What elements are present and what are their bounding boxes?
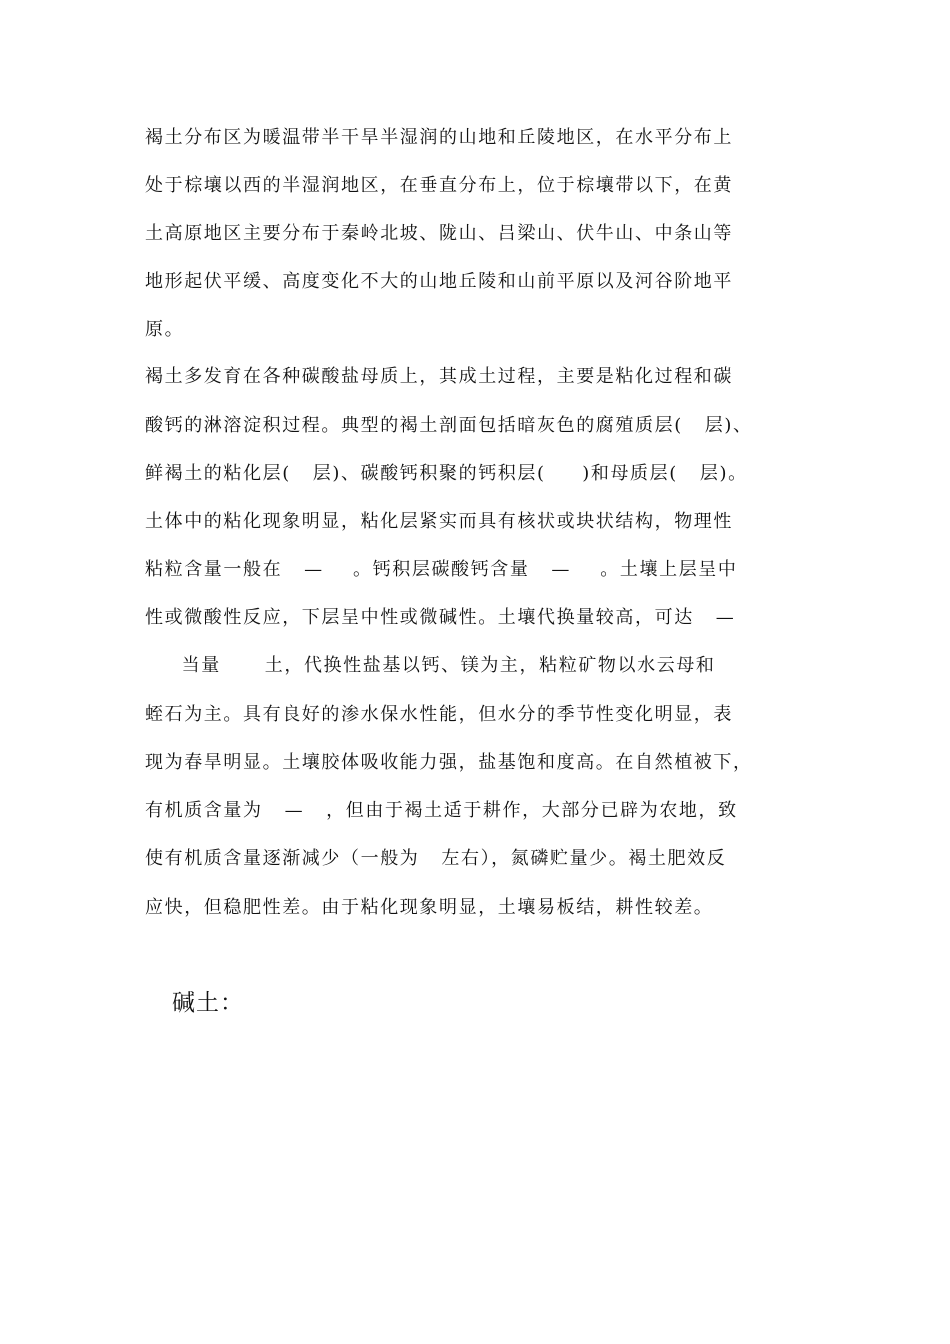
paragraph-2-line-9: 现为春旱明显。土壤胶体吸收能力强，盐基饱和度高。在自然植被下，	[145, 752, 753, 773]
paragraph-1-line-2: 处于棕壤以西的半湿润地区，在垂直分布上，位于棕壤带以下，在黄	[145, 175, 733, 196]
paragraph-2-line-11: 使有机质含量逐渐减少（一般为 左右），氮磷贮量少。褐土肥效反	[145, 848, 727, 869]
paragraph-1-line-5: 原。	[145, 319, 185, 340]
paragraph-2-line-6: 性或微酸性反应，下层呈中性或微碱性。土壤代换量较高，可达 —	[145, 607, 736, 628]
paragraph-1-line-4: 地形起伏平缓、高度变化不大的山地丘陵和山前平原以及河谷阶地平	[145, 271, 733, 292]
section-heading: 碱土：	[172, 990, 244, 1016]
paragraph-2-line-5: 粘粒含量一般在 — 。钙积层碳酸钙含量 — 。土壤上层呈中	[145, 559, 738, 580]
paragraph-2-line-8: 蛭石为主。具有良好的渗水保水性能，但水分的季节性变化明显，表	[145, 704, 733, 725]
paragraph-2-line-2: 酸钙的淋溶淀积过程。典型的褐土剖面包括暗灰色的腐殖质层( 层)、	[145, 415, 753, 436]
paragraph-2-line-4: 土体中的粘化现象明显，粘化层紧实而具有核状或块状结构，物理性	[145, 511, 733, 532]
paragraph-1-line-3: 土高原地区主要分布于秦岭北坡、陇山、吕梁山、伏牛山、中条山等	[145, 223, 733, 244]
paragraph-2-line-3: 鲜褐土的粘化层( 层)、碳酸钙积聚的钙积层( )和母质层( 层)。	[145, 463, 748, 484]
paragraph-2-line-12: 应快，但稳肥性差。由于粘化现象明显，土壤易板结，耕性较差。	[145, 897, 714, 918]
paragraph-2-line-1: 褐土多发育在各种碳酸盐母质上，其成土过程，主要是粘化过程和碳	[145, 366, 733, 387]
paragraph-2-line-7: 当量 土，代换性盐基以钙、镁为主，粘粒矿物以水云母和	[145, 655, 716, 676]
paragraph-1-line-1: 褐土分布区为暖温带半干旱半湿润的山地和丘陵地区，在水平分布上	[145, 127, 733, 148]
paragraph-2-line-10: 有机质含量为 — ，但由于褐土适于耕作，大部分已辟为农地，致	[145, 800, 738, 821]
